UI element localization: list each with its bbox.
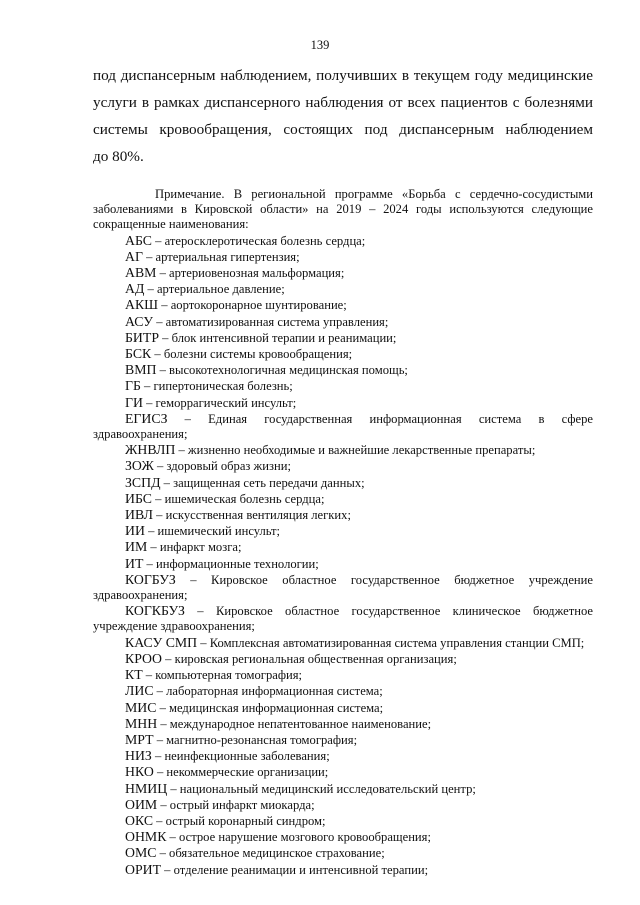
abbreviation-item [93, 233, 593, 249]
abbreviation-definition: – отделение реанимации и интенсивной терапии; [161, 862, 429, 877]
note-intro-line: Примечание. В региональной программе «Борьба с сердечно-сосудистыми [155, 187, 593, 201]
abbreviation-item [93, 395, 593, 411]
abbreviation-term: ЕГИСЗ [125, 410, 168, 426]
abbreviation-term: ГБ [125, 378, 141, 394]
abbreviation-term: ИВЛ [125, 507, 153, 523]
abbreviation-term: ГИ [125, 394, 143, 410]
abbreviation-term: ОКС [125, 812, 154, 828]
abbreviation-item [93, 845, 593, 861]
abbreviation-definition: – высокотехнологичная медицинская помощь; [156, 363, 408, 378]
abbreviation-term: НИЗ [125, 748, 152, 764]
abbreviation-item [93, 346, 593, 362]
abbreviation-definition: – компьютерная томография; [142, 668, 303, 683]
abbreviation-term: АД [125, 281, 145, 297]
abbreviation-term: ИТ [125, 555, 144, 571]
abbreviation-list [93, 233, 593, 878]
abbreviation-definition: – национальный медицинский исследовательский центр; [167, 781, 476, 796]
abbreviation-term: КТ [125, 667, 143, 683]
abbreviation-term: АКШ [125, 297, 159, 313]
abbreviation-definition: – артериальное давление; [144, 282, 285, 297]
abbreviation-item [93, 797, 593, 813]
abbreviation-term: ЛИС [125, 683, 154, 699]
paragraph-line: под диспансерным наблюдением, получивших в текущем году медицинские [93, 67, 593, 84]
abbreviation-item [93, 732, 593, 748]
abbreviation-definition: – артериовенозная мальформация; [156, 266, 345, 281]
abbreviation-term: ЗСПД [125, 474, 161, 490]
abbreviation-term: МРТ [125, 731, 154, 747]
abbreviation-item [93, 862, 593, 878]
abbreviation-term: КОГКБУЗ [125, 603, 185, 619]
abbreviation-term: ОНМК [125, 829, 167, 845]
main-paragraph [93, 62, 593, 170]
abbreviation-definition: – Комплексная автоматизированная система управления станции СМП; [197, 635, 585, 650]
abbreviation-term: БСК [125, 346, 152, 362]
abbreviation-item [93, 378, 593, 394]
abbreviation-item [93, 297, 593, 313]
abbreviation-definition: – болезни системы кровообращения; [151, 347, 353, 362]
abbreviation-item [93, 458, 593, 474]
abbreviation-item [93, 362, 593, 378]
abbreviation-definition: – медицинская информационная система; [156, 700, 384, 715]
abbreviation-item [93, 829, 593, 845]
abbreviation-definition: – кировская региональная общественная организация; [161, 651, 457, 666]
abbreviation-definition: – острый инфаркт миокарда; [157, 797, 315, 812]
abbreviation-term: ВМП [125, 362, 157, 378]
abbreviation-item [93, 700, 593, 716]
abbreviation-definition: – ишемическая болезнь сердца; [152, 491, 325, 506]
abbreviation-term: КРОО [125, 650, 162, 666]
abbreviation-term: МНН [125, 715, 158, 731]
abbreviation-term: МИС [125, 699, 157, 715]
abbreviation-term: ОИМ [125, 796, 158, 812]
abbreviation-term: КОГБУЗ [125, 571, 176, 587]
abbreviation-item [93, 603, 593, 634]
abbreviation-item [93, 314, 593, 330]
abbreviation-item [93, 330, 593, 346]
paragraph-line: до 80%. [93, 148, 144, 165]
paragraph-line: услуги в рамках диспансерного наблюдения от всех пациентов с болезнями [93, 94, 593, 111]
abbreviation-definition: – Кировское областное государственное клиническое бюджетное [184, 604, 593, 619]
abbreviation-term: ИИ [125, 523, 145, 539]
abbreviation-definition: – геморрагический инсульт; [142, 395, 297, 410]
abbreviation-item [93, 507, 593, 523]
abbreviation-item [93, 249, 593, 265]
abbreviation-term: ИБС [125, 490, 152, 506]
abbreviation-definition: – искусственная вентиляция легких; [153, 508, 351, 523]
abbreviation-definition: – магнитно-резонансная томография; [153, 732, 358, 747]
abbreviation-definition: – Кировское областное государственное бюджетное учреждение [175, 572, 593, 587]
abbreviation-item [93, 539, 593, 555]
abbreviation-definition: – обязательное медицинское страхование; [156, 846, 385, 861]
abbreviation-item [93, 265, 593, 281]
abbreviation-item [93, 411, 593, 442]
abbreviation-definition: – аортокоронарное шунтирование; [158, 298, 347, 313]
abbreviation-item [93, 716, 593, 732]
abbreviation-definition: – гипертоническая болезнь; [140, 379, 293, 394]
abbreviation-term: НМИЦ [125, 780, 168, 796]
abbreviation-definition: – защищенная сеть передачи данных; [160, 475, 365, 490]
abbreviation-item [93, 667, 593, 683]
abbreviation-definition: – здоровый образ жизни; [153, 459, 291, 474]
abbreviation-item [93, 813, 593, 829]
abbreviation-definition-continuation: здравоохранения; [93, 588, 188, 603]
abbreviation-definition-continuation: здравоохранения; [93, 427, 188, 442]
note-intro-line: заболеваниями в Кировской области» на 2019 – 2024 годы используются следующие [93, 202, 593, 217]
abbreviation-definition: – некоммерческие организации; [153, 765, 329, 780]
abbreviation-definition-continuation: учреждение здравоохранения; [93, 619, 255, 634]
abbreviation-definition: – жизненно необходимые и важнейшие лекарственные препараты; [175, 443, 536, 458]
abbreviation-item [93, 764, 593, 780]
abbreviation-term: ЗОЖ [125, 458, 154, 474]
abbreviation-item [93, 523, 593, 539]
abbreviation-term: ОМС [125, 845, 157, 861]
abbreviation-definition: – острый коронарный синдром; [153, 813, 326, 828]
abbreviation-term: БИТР [125, 329, 159, 345]
abbreviation-item [93, 748, 593, 764]
abbreviation-definition: – лабораторная информационная система; [153, 684, 383, 699]
abbreviation-definition: – артериальная гипертензия; [142, 249, 300, 264]
abbreviation-item [93, 781, 593, 797]
abbreviation-term: АВМ [125, 265, 157, 281]
paragraph-line: системы кровообращения, состоящих под диспансерным наблюдением [93, 121, 593, 138]
abbreviation-item [93, 683, 593, 699]
abbreviation-term: ИМ [125, 539, 148, 555]
abbreviation-definition: – информационные технологии; [143, 556, 319, 571]
abbreviation-item [93, 475, 593, 491]
abbreviation-item [93, 442, 593, 458]
abbreviation-term: КАСУ СМП [125, 634, 198, 650]
abbreviation-item [93, 635, 593, 651]
abbreviation-term: ЖНВЛП [125, 442, 176, 458]
abbreviation-item [93, 556, 593, 572]
abbreviation-term: АГ [125, 248, 143, 264]
abbreviation-definition: – острое нарушение мозгового кровообращения; [166, 830, 431, 845]
abbreviation-term: АБС [125, 232, 152, 248]
note-intro-line: сокращенные наименования: [93, 217, 249, 232]
note-section [93, 187, 593, 878]
abbreviation-term: АСУ [125, 313, 154, 329]
abbreviation-item [93, 281, 593, 297]
abbreviation-definition: – инфаркт мозга; [147, 540, 242, 555]
abbreviation-item [93, 572, 593, 603]
abbreviation-definition: – блок интенсивной терапии и реанимации; [159, 330, 397, 345]
abbreviation-definition: – международное непатентованное наименование; [157, 716, 432, 731]
page-number: 139 [310, 38, 330, 52]
abbreviation-definition: – атеросклеротическая болезнь сердца; [152, 233, 366, 248]
abbreviation-item [93, 651, 593, 667]
abbreviation-definition: – ишемический инсульт; [144, 524, 281, 539]
abbreviation-definition: – неинфекционные заболевания; [151, 749, 330, 764]
abbreviation-term: НКО [125, 764, 154, 780]
abbreviation-item [93, 491, 593, 507]
abbreviation-definition: – Единая государственная информационная система в сфере [167, 411, 593, 426]
abbreviation-term: ОРИТ [125, 861, 162, 877]
abbreviation-definition: – автоматизированная система управления; [153, 314, 389, 329]
